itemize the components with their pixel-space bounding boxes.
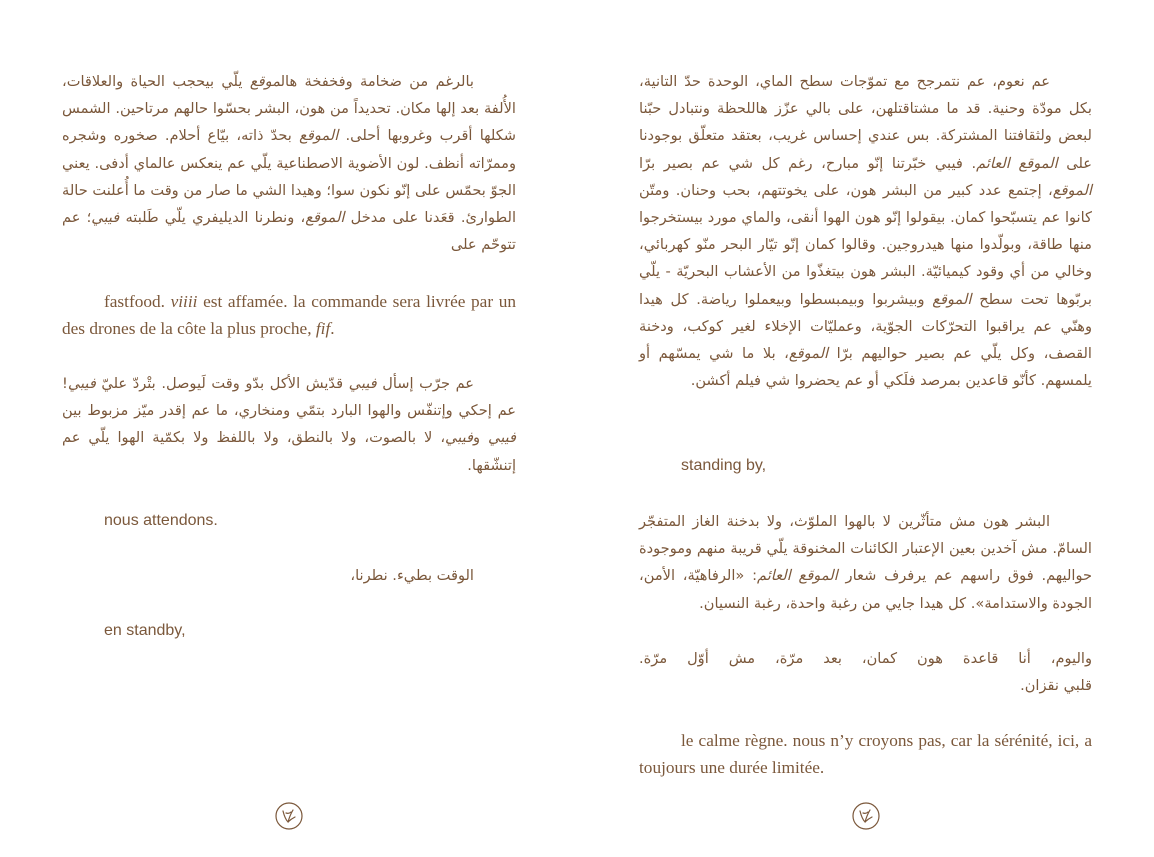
right-french-paragraph: le calme règne. nous n’y croyons pas, car la sérénité, ici, a toujours une durée limitée. (639, 731, 1092, 778)
en-standby-line: en standby, (104, 622, 186, 639)
right-arabic-line-today: واليوم، أنا قاعدة هون كمان، بعد مرّة، مش أوّل مرّة. (639, 650, 1092, 667)
right-arabic-line-heart: قلبي نقزان. (1020, 677, 1092, 694)
waqt-line: الوقت بطيء. نطرنا، (350, 567, 474, 584)
page-emblem-icon (852, 802, 880, 830)
right-page (577, 0, 1154, 857)
right-arabic-paragraph-2: البشر هون مش متأثّرين لا بالهوا الملوّث، ولا بدخنة الغاز المتفجّر السامّ. مش آخدين بعين الإعتبار الكائنات المخنوقة يلّي قريبة منهم وموجودة حواليهم. فوق راسهم عم يرفرف شعار الموقع العائم: «الرفاهيّة، الأمن، الجودة والاستدامة». كل هيدا جايي من رغبة واحدة، رغبة النسيان. (639, 513, 1093, 612)
standing-by-line: standing by, (681, 457, 767, 474)
page-emblem-icon (275, 802, 303, 830)
left-arabic-paragraph-2: عم جرّب إسأل فيبي قدّيش الأكل بدّو وقت لَيوصل. بتْردّ عليّ فيبي! عم إحكي وإتنفّس والهوا البارد بتمّي ومنخاري، ما عم إقدر ميّز مزبوط بين فيبي وفيبي، لا بالصوت، ولا بالنطق، ولا باللفظ ولا بكمّية الهوا يلّي عم إتنشّقها. (62, 375, 516, 474)
nous-attendons-line: nous attendons. (104, 512, 218, 529)
right-arabic-paragraph-1: عم نعوم، عم نتمرجح مع تموّجات سطح الماي، الوحدة حدّ التانية، بكل مودّة وحنية. قد ما مشتاقتلهن، على بالي عزّز هاللحظة ونتبادل حبّنا لبعض ولثقافتنا المشتركة. بس عندي إحساس غريب، بعتقد متعلّق بوجودنا على الموقع العائم. فيبي خبّرتنا إنّو مبارح، رغم كل شي عم بصير برّا الموقع، إجتمع عدد كبير من البشر هون، على يخوتتهم، بحب وحنان. ومتّن كانوا عم يتسبّحوا كمان. بيقولوا إنّو هون الهوا أنقى، والماي مورد بيستخرجوا منها طاقة، وبولّدوا منها هيدروجين. وقالوا كمان إنّو تيّار البحر منّو كهربائي، وخالي من أي وقود كيميائيّة. البشر هون بيتغذّوا من الأعشاب البحريّة - يلّي بربّوها تحت سطح الموقع وبيشربوا وبيمبسطوا وبيعملوا رياضة. كل هيدا وهنّي عم يراقبوا التحرّكات الجوّية، وعمليّات الإخلاء لغير كوكب، ودخنة القصف، وكل يلّي عم بصير حواليهم برّا الموقع، بلا ما شي يمسّهم أو يلمسهم. كأنّو قاعدين بمرصد فلَكي أو عم يحضروا شي فيلم أكشن. (639, 73, 1092, 390)
left-french-paragraph: fastfood. viiii est affamée. la commande sera livrée par un des drones de la côte la plus proche, fif. (62, 292, 516, 339)
left-arabic-paragraph-1: بالرغم من ضخامة وفخفخة هالموقع يلّي بيحجب الحياة والعلاقات، الأُلفة بعد إلها مكان. تحديداً من هون، البشر بحسّوا حالهم مرتاحين. الشمس شكلها أقرب وغروبها أحلى. الموقع بحدّ ذاته، بيّاع أحلام. صخوره وشجره وممرّاته أنظف. لون الأضوية الاصطناعية يلّي عم ينعكس عالماي أدفى. يعني الجوّ بحمّس على إنّو نكون سوا؛ وهيدا الشي ما صار من وقت ما أُعلنت حالة الطوارئ. قعَدنا على مدخل الموقع، ونطرنا الديليفري يلّي طَلبته فيبي؛ عم تتوحّم على (62, 73, 516, 254)
